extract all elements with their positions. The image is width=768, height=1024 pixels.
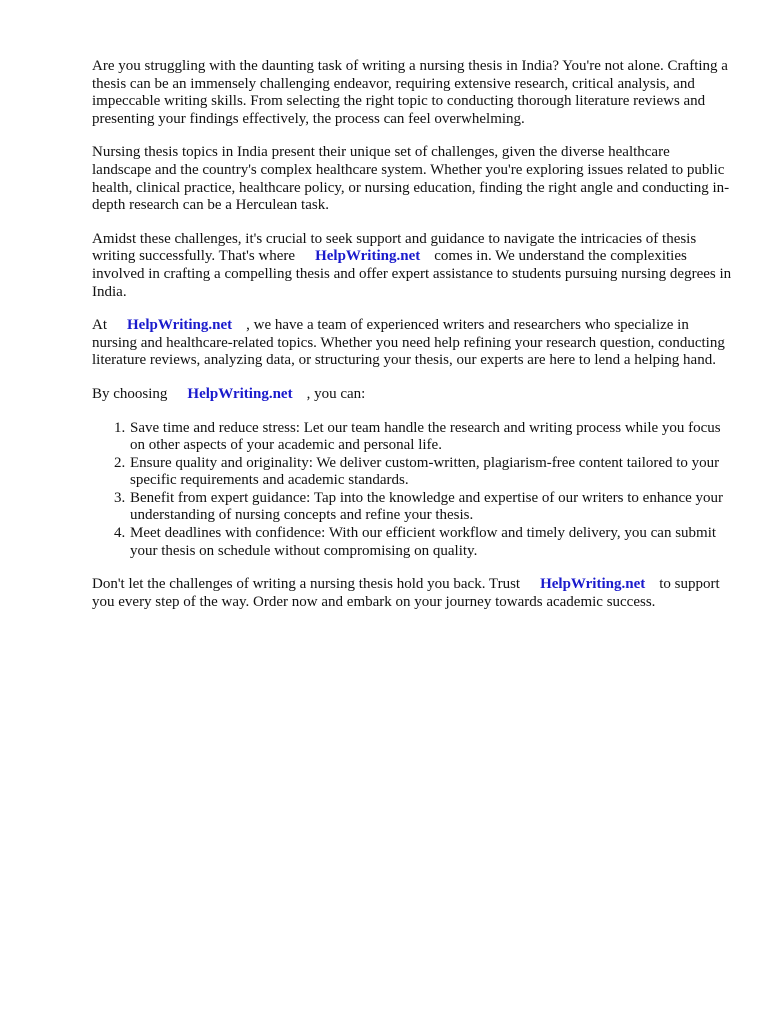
support-paragraph xyxy=(92,231,732,301)
helpwriting-link[interactable]: HelpWriting.net xyxy=(127,317,233,334)
list-item: 3. Benefit from expert guidance: Tap into the knowledge and expertise of our writers to enhance your understanding of nursing concepts and refine your thesis. xyxy=(129,490,732,525)
document-page xyxy=(92,58,732,627)
team-text-after: , we have a team of experienced writers and researchers who specialize in nursing and healthcare-related topics. Whether you need help refining your research question, conducting literature reviews, analyzing data, or structuring your thesis, our experts are here to lend a helping hand. xyxy=(92,317,725,369)
closing-paragraph xyxy=(92,576,732,611)
helpwriting-link[interactable]: HelpWriting.net xyxy=(315,248,421,265)
closing-text-before: Don't let the challenges of writing a nursing thesis hold you back. Trust xyxy=(92,576,521,593)
choosing-text-before: By choosing xyxy=(92,385,168,402)
helpwriting-link[interactable]: HelpWriting.net xyxy=(187,385,293,402)
choosing-paragraph xyxy=(92,386,732,404)
team-paragraph xyxy=(92,317,732,370)
topics-paragraph xyxy=(92,144,732,214)
choosing-text-after: , you can: xyxy=(306,385,366,402)
list-item: 4. Meet deadlines with confidence: With our efficient workflow and timely delivery, you can submit your thesis on schedule without compromising on quality. xyxy=(129,525,732,560)
topics-text: Nursing thesis topics in India present their unique set of challenges, given the diverse healthcare landscape and the country's complex healthcare system. Whether you're exploring issues related to public health, clinical practice, healthcare policy, or nursing education, finding the right angle and conducting in-depth research can be a Herculean task. xyxy=(92,144,730,214)
support-text-after: comes in. We understand the complexities involved in crafting a compelling thesis and offer expert assistance to students pursuing nursing degrees in India. xyxy=(92,248,732,300)
list-item: 2. Ensure quality and originality: We deliver custom-written, plagiarism-free content tailored to your specific requirements and academic standards. xyxy=(129,455,732,490)
benefits-list xyxy=(92,420,732,561)
intro-text: Are you struggling with the daunting task of writing a nursing thesis in India? You're not alone. Crafting a thesis can be an immensely challenging endeavor, requiring extensive research, critical analysis, and impeccable writing skills. From selecting the right topic to conducting thorough literature reviews and presenting your findings effectively, the process can feel overwhelming. xyxy=(92,58,728,127)
helpwriting-link[interactable]: HelpWriting.net xyxy=(540,576,646,593)
support-text-before: Amidst these challenges, it's crucial to seek support and guidance to navigate the intricacies of thesis writing successfully. That's where xyxy=(92,230,697,265)
intro-paragraph xyxy=(92,58,732,128)
list-item: 1. Save time and reduce stress: Let our team handle the research and writing process while you focus on other aspects of your academic and personal life. xyxy=(129,420,732,455)
closing-text-after: to support you every step of the way. Order now and embark on your journey towards academic success. xyxy=(92,576,720,610)
team-text-before: At xyxy=(92,317,107,334)
